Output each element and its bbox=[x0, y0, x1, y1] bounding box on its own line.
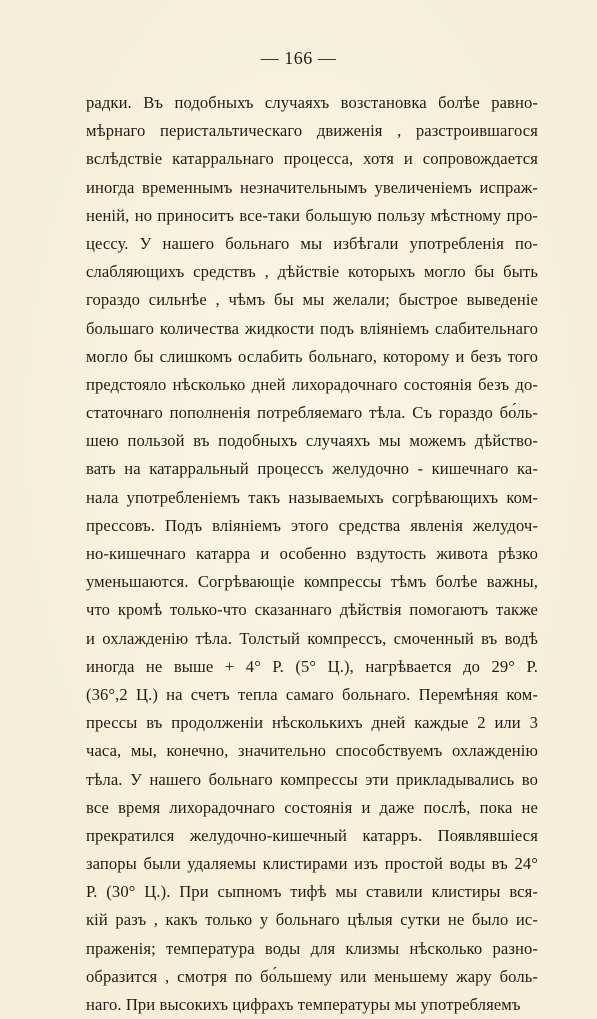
text-line: все время лихорадочнаго состоянія и даже послѣ, пока не bbox=[86, 797, 538, 817]
page-number: — 166 — bbox=[260, 48, 337, 68]
text-line: вслѣдствіе катарральнаго процесса, хотя и сопровождается bbox=[86, 149, 538, 169]
text-line: праженія; температура воды для клизмы нѣсколько разно- bbox=[86, 938, 538, 958]
text-line: цессу. У нашего больнаго мы избѣгали употребленія по- bbox=[86, 233, 538, 253]
text-line: что кромѣ только-что сказаннаго дѣйствія помогаютъ также bbox=[86, 600, 538, 620]
text-line: нала употребленіемъ такъ называемыхъ согрѣвающихъ ком- bbox=[86, 487, 538, 507]
text-line: но-кишечнаго катарра и особенно вздутость живота рѣзко bbox=[86, 544, 538, 563]
text-line: неній, но приноситъ все-таки большую пользу мѣстному про- bbox=[86, 205, 538, 225]
text-line: и охлажденію тѣла. Толстый компрессъ, смоченный въ водѣ bbox=[86, 628, 538, 648]
text-line: прессы въ продолженіи нѣсколькихъ дней каждые 2 или 3 bbox=[86, 713, 538, 733]
text-line: Р. (30° Ц.). При сыпномъ тифѣ мы ставили клистиры вся- bbox=[86, 882, 538, 902]
text-line: прессовъ. Подъ вліяніемъ этого средства явленія желудоч- bbox=[86, 515, 538, 535]
text-line: часа, мы, конечно, значительно способствуемъ охлажденію bbox=[86, 741, 538, 761]
text-line: могло бы слишкомъ ослабить больнаго, которому и безъ того bbox=[86, 346, 538, 366]
text-line: иногда не выше + 4° Р. (5° Ц.), нагрѣвается до 29° Р. bbox=[86, 656, 538, 676]
text-line: (36°,2 Ц.) на счетъ тепла самаго больнаго. Перемѣняя ком- bbox=[86, 684, 538, 704]
text-line: образится , смотря по бо́льшему или меньшему жару боль- bbox=[86, 966, 538, 986]
text-line: кій разъ , какъ только у больнаго цѣлыя сутки не было ис- bbox=[86, 910, 538, 930]
text-line: тѣла. У нашего больнаго компрессы эти прикладывались во bbox=[86, 769, 538, 789]
text-line: шею пользой въ подобныхъ случаяхъ мы можемъ дѣйство- bbox=[86, 431, 538, 451]
text-line: гораздо сильнѣе , чѣмъ бы мы желали; быстрое выведеніе bbox=[86, 290, 538, 310]
text-line: мѣрнаго перистальтическаго движенія , разстроившагося bbox=[86, 121, 538, 141]
text-line: слабляющихъ средствъ , дѣйствіе которыхъ могло бы быть bbox=[86, 262, 538, 282]
text-line: статочнаго пополненія потребляемаго тѣла. Съ гораздо бо́ль- bbox=[86, 403, 538, 423]
text-line: наго. При высокихъ цифрахъ температуры мы употребляемъ bbox=[86, 995, 521, 1014]
body-text bbox=[86, 89, 538, 1019]
text-line: прекратился желудочно-кишечный катарръ. Появлявшіеся bbox=[86, 825, 538, 845]
text-line: большаго количества жидкости подъ вліяніемъ слабительнаго bbox=[86, 318, 538, 338]
text-line: вать на катарральный процессъ желудочно - кишечнаго ка- bbox=[86, 459, 538, 479]
text-line: запоры были удаляемы клистирами изъ простой воды въ 24° bbox=[86, 854, 538, 874]
text-line: уменьшаются. Согрѣвающіе компрессы тѣмъ болѣе важны, bbox=[86, 572, 538, 592]
text-line: радки. Въ подобныхъ случаяхъ возстановка болѣе равно- bbox=[86, 93, 538, 112]
text-line: предстояло нѣсколько дней лихорадочнаго состоянія безъ до- bbox=[86, 374, 538, 394]
text-line: иногда временнымъ незначительнымъ увеличеніемъ испраж- bbox=[86, 177, 538, 197]
